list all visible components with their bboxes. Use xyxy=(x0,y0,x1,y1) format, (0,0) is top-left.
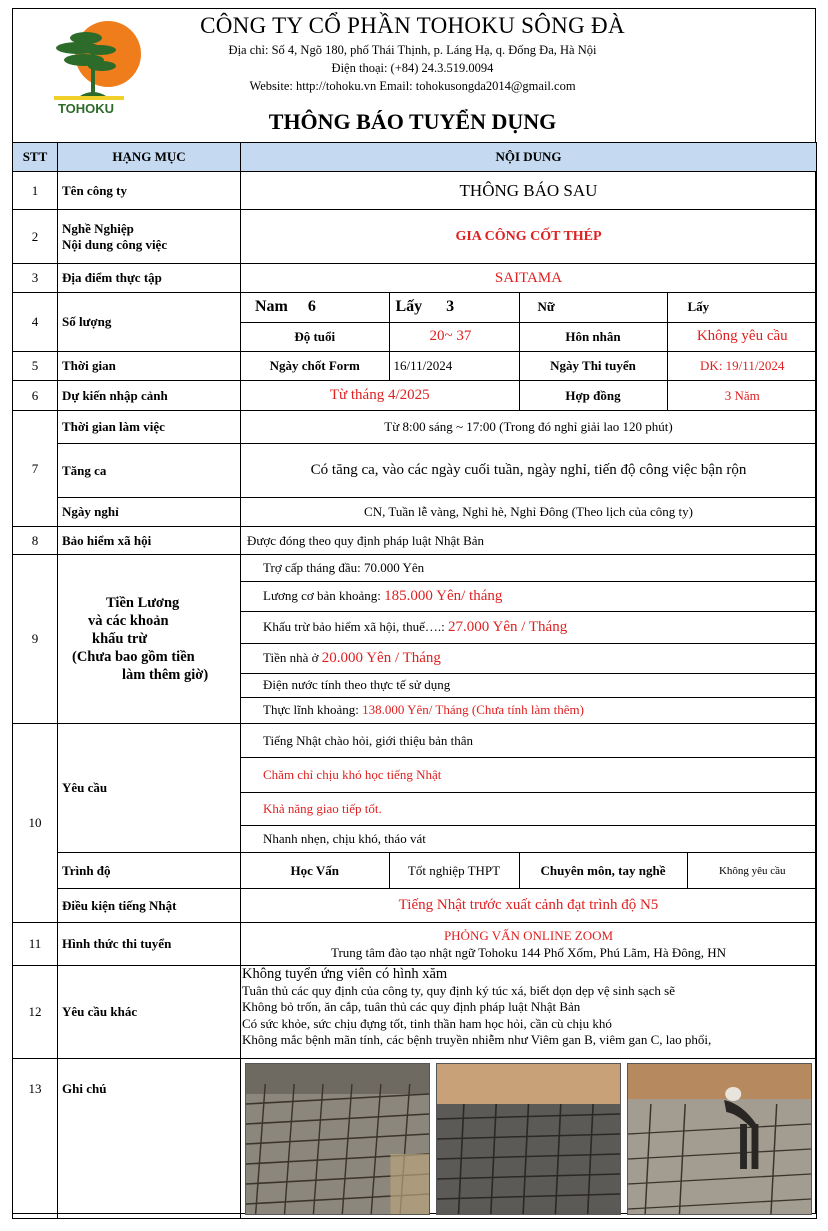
company-value: THÔNG BÁO SAU xyxy=(241,172,817,210)
stt: 3 xyxy=(13,264,58,293)
row-company xyxy=(13,172,817,210)
row-days-off xyxy=(13,498,817,527)
worker-photo xyxy=(627,1063,812,1215)
requirement: Khả năng giao tiếp tốt. xyxy=(241,793,817,826)
row-salary xyxy=(13,555,817,724)
entry-value: Từ tháng 4/2025 xyxy=(329,387,430,403)
overtime-value: Có tăng ca, vào các ngày cuối tuần, ngày nghỉ, tiến độ công việc bận rộn xyxy=(241,444,817,498)
label: Thời gian xyxy=(58,352,241,381)
stt: 8 xyxy=(13,527,58,555)
base-salary-value: 185.000 Yên/ tháng xyxy=(384,587,503,604)
other-requirement: Có sức khỏe, sức chịu đựng tốt, tinh thần ham học hỏi, cần cù chịu khó xyxy=(242,1015,612,1031)
rent xyxy=(241,643,816,673)
rebar-photo-1 xyxy=(245,1063,430,1215)
japanese-value: Tiếng Nhật trước xuất cảnh đạt trình độ N5 xyxy=(241,889,817,923)
female-label: Nữ xyxy=(519,293,667,322)
education-value: Tốt nghiệp THPT xyxy=(389,853,519,888)
exam-date-label: Ngày Thi tuyển xyxy=(519,352,667,380)
label: Yêu cầu xyxy=(58,724,241,853)
label: Địa điểm thực tập xyxy=(58,264,241,293)
rebar-photo-2 xyxy=(436,1063,621,1215)
utilities: Điện nước tính theo thực tế sử dụng xyxy=(241,673,816,697)
time-cell xyxy=(241,352,817,381)
other-requirement: Tuân thủ các quy định của công ty, quy định ký túc xá, biết dọn dẹp vệ sinh sạch sẽ xyxy=(242,982,676,998)
page-title: THÔNG BÁO TUYỂN DỤNG xyxy=(268,109,557,134)
deduction-value: 27.000 Yên / Tháng xyxy=(448,618,568,635)
education-label: Học Vấn xyxy=(241,853,389,888)
header-row xyxy=(13,143,817,172)
exam-form-line: PHỎNG VẤN ONLINE ZOOM xyxy=(443,928,614,943)
net-salary-label: Thực lĩnh khoảng: xyxy=(263,702,363,718)
work-hours-value: Từ 8:00 sáng ~ 17:00 (Trong đó nghỉ giải lao 120 phút) xyxy=(241,411,817,444)
form-date-label: Ngày chốt Form xyxy=(241,352,389,380)
row-japanese xyxy=(13,889,817,923)
recruitment-table xyxy=(12,142,817,1219)
skill-label: Chuyên môn, tay nghề xyxy=(519,853,687,888)
row-insurance xyxy=(13,527,817,555)
row-time xyxy=(13,352,817,381)
label: Tăng ca xyxy=(58,444,241,498)
net-salary-value: 138.000 Yên/ Tháng (Chưa tính làm thêm) xyxy=(362,702,584,718)
requirement: Chăm chỉ chịu khó học tiếng Nhật xyxy=(241,758,817,793)
deduction xyxy=(241,611,816,643)
form-date-value: 16/11/2024 xyxy=(389,352,519,380)
label-line: và các khoản xyxy=(88,613,169,629)
other-requirement: Không mắc bệnh mãn tính, các bệnh truyền nhiễm như Viêm gan B, viêm gan C, lao phổi, xyxy=(242,1032,712,1047)
take-value: 3 xyxy=(446,298,455,316)
insurance-value: Được đóng theo quy định pháp luật Nhật Bản xyxy=(241,527,817,555)
row-level xyxy=(13,853,817,889)
row-job xyxy=(13,210,817,264)
stt: 5 xyxy=(13,352,58,381)
label-line: khấu trừ xyxy=(92,631,148,647)
level-cell xyxy=(241,853,817,889)
exam-date-value: DK: 19/11/2024 xyxy=(700,358,785,373)
row-other-requirements xyxy=(13,966,817,1059)
label-line: Nội dung công việc xyxy=(62,236,168,252)
label: Thời gian làm việc xyxy=(58,411,241,444)
days-off-value: CN, Tuần lễ vàng, Nghỉ hè, Nghỉ Đông (Theo lịch của công ty) xyxy=(241,498,817,527)
stt: 7 xyxy=(13,411,58,527)
label: Tên công ty xyxy=(58,172,241,210)
rent-value: 20.000 Yên / Tháng xyxy=(321,649,441,666)
tohoku-logo xyxy=(40,16,155,116)
skill-value: Không yêu cầu xyxy=(718,864,786,877)
row-notes xyxy=(13,1059,817,1219)
col-stt: STT xyxy=(13,143,58,172)
age-label: Độ tuổi xyxy=(241,322,389,351)
location-value: SAITAMA xyxy=(241,264,817,293)
base-salary-label: Lương cơ bản khoảng: xyxy=(263,587,385,603)
col-category: HẠNG MỤC xyxy=(58,143,241,172)
take-cell xyxy=(389,293,519,322)
stt: 11 xyxy=(13,923,58,966)
deduction-label: Khấu trừ bảo hiểm xã hội, thuế….: xyxy=(263,618,449,634)
label: Hình thức thi tuyển xyxy=(58,923,241,966)
label: Dự kiến nhập cảnh xyxy=(58,381,241,411)
label: Ghi chú xyxy=(58,1059,241,1219)
label: Bảo hiểm xã hội xyxy=(58,527,241,555)
quantity-cell xyxy=(241,293,817,352)
male-cell xyxy=(241,293,389,322)
label: Ngày nghỉ xyxy=(58,498,241,527)
company-phone: Điện thoại: (+84) 24.3.519.0094 xyxy=(331,61,494,75)
base-salary xyxy=(241,581,816,611)
col-content: NỘI DUNG xyxy=(241,143,817,172)
stt: 1 xyxy=(13,172,58,210)
photos-cell xyxy=(241,1059,817,1219)
label xyxy=(58,210,241,264)
stt: 6 xyxy=(13,381,58,411)
female-take-label: Lấy xyxy=(667,293,817,322)
row-overtime xyxy=(13,444,817,498)
requirement: Nhanh nhẹn, chịu khó, tháo vát xyxy=(241,826,817,853)
label: Điều kiện tiếng Nhật xyxy=(58,889,241,923)
marital-label: Hôn nhân xyxy=(519,322,667,351)
company-address: Địa chỉ: Số 4, Ngõ 180, phố Thái Thịnh, p. Láng Hạ, q. Đống Đa, Hà Nội xyxy=(228,43,597,57)
job-value: GIA CÔNG CỐT THÉP xyxy=(241,210,817,264)
stt: 12 xyxy=(13,966,58,1059)
label-line: Tiền Lương xyxy=(106,595,180,611)
label: Trình độ xyxy=(58,853,241,889)
other-requirements-cell xyxy=(241,966,817,1059)
label: Số lượng xyxy=(58,293,241,352)
row-location xyxy=(13,264,817,293)
exam-form-line: Trung tâm đào tạo nhật ngữ Tohoku 144 Phố Xốm, Phú Lãm, Hà Đông, HN xyxy=(330,945,727,960)
label-line: (Chưa bao gồm tiền xyxy=(72,649,195,665)
other-requirement: Không bỏ trốn, ăn cắp, tuân thủ các quy định pháp luật Nhật Bản xyxy=(242,999,581,1014)
salary-cell xyxy=(241,555,817,724)
label: Yêu cầu khác xyxy=(58,966,241,1059)
net-salary xyxy=(241,697,816,723)
logo-text: TOHOKU xyxy=(57,101,115,116)
entry-cell xyxy=(241,381,817,411)
other-requirement: Không tuyển ứng viên có hình xăm xyxy=(242,966,448,982)
stt: 13 xyxy=(13,1059,58,1219)
contract-label: Hợp đồng xyxy=(519,381,667,410)
row-quantity xyxy=(13,293,817,352)
row-exam-form xyxy=(13,923,817,966)
exam-form-cell xyxy=(241,923,817,966)
row-requirement-1 xyxy=(13,724,817,758)
marital-value: Không yêu cầu xyxy=(696,328,788,345)
stt: 4 xyxy=(13,293,58,352)
age-value: 20~ 37 xyxy=(389,322,519,351)
row-work-hours xyxy=(13,411,817,444)
take-label: Lấy xyxy=(395,298,423,316)
male-label: Nam xyxy=(255,298,288,316)
label-line: Nghề Nghiệp xyxy=(62,220,134,236)
requirement: Tiếng Nhật chào hỏi, giới thiệu bản thân xyxy=(241,724,817,758)
row-entry xyxy=(13,381,817,411)
male-value: 6 xyxy=(307,298,316,316)
rent-label: Tiền nhà ở xyxy=(263,649,322,665)
stt: 9 xyxy=(13,555,58,724)
allowance: Trợ cấp tháng đầu: 70.000 Yên xyxy=(241,555,816,581)
label-line: làm thêm giờ) xyxy=(122,667,209,683)
salary-label xyxy=(58,555,241,724)
company-name: CÔNG TY CỔ PHẦN TOHOKU SÔNG ĐÀ xyxy=(200,13,625,38)
contract-value: 3 Năm xyxy=(724,387,760,403)
stt: 2 xyxy=(13,210,58,264)
company-web-email: Website: http://tohoku.vn Email: tohokusongda2014@gmail.com xyxy=(249,79,576,93)
stt: 10 xyxy=(13,724,58,923)
